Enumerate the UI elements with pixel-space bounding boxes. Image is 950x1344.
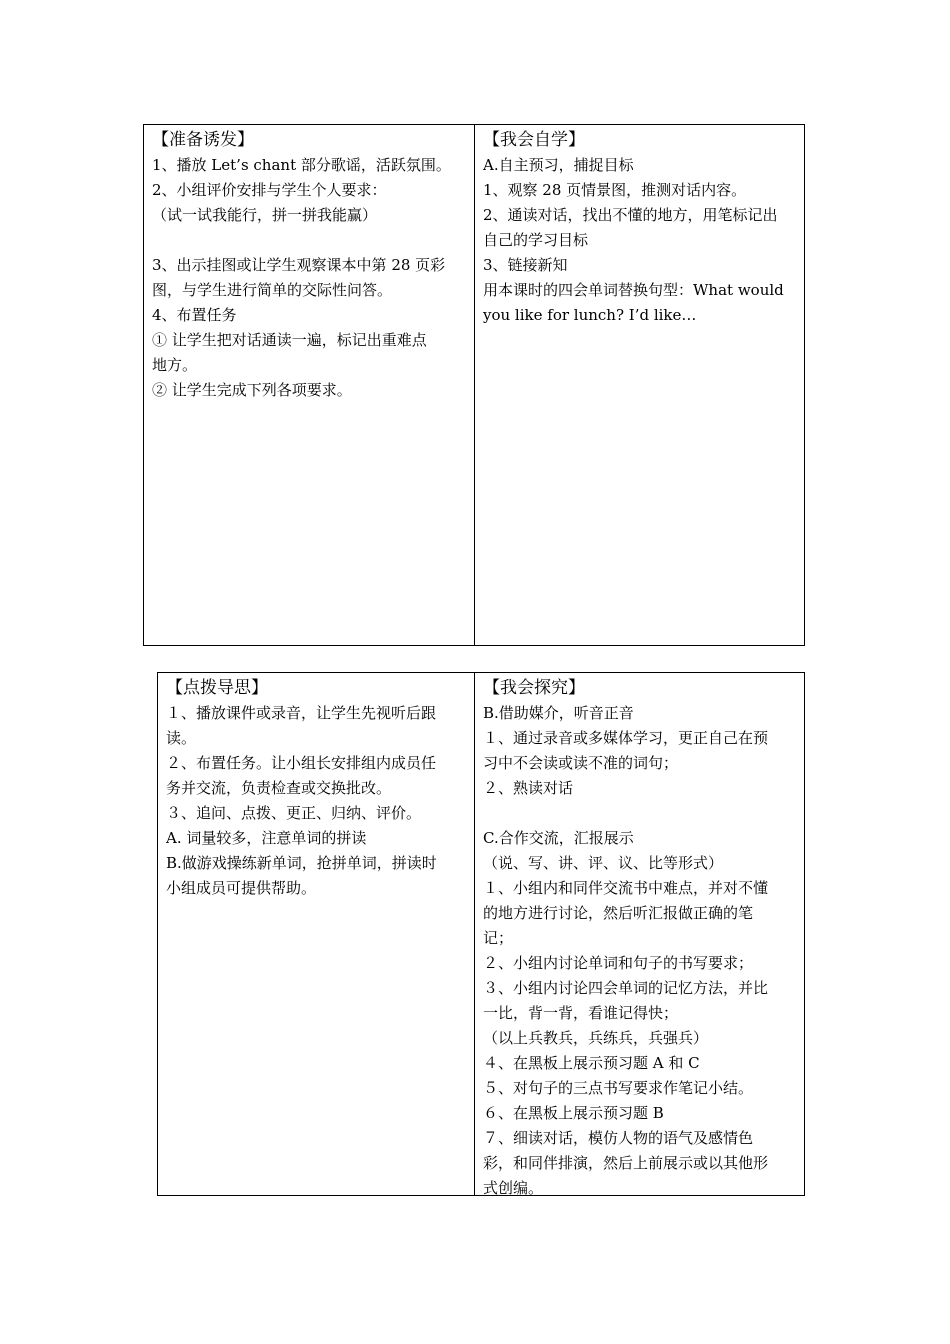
text-line: ２、熟读对话 [483, 779, 574, 797]
text-line: you like for lunch? I’d like… [483, 306, 697, 324]
section-title: 【我会探究】 [483, 678, 586, 698]
cell-guidance [158, 673, 474, 1195]
text-line: 记； [483, 929, 514, 947]
text-line: １、播放课件或录音，让学生先视听后跟 [166, 704, 437, 722]
text-line: 务并交流，负责检查或交换批改。 [166, 779, 392, 797]
text-line: 1、观察 28 页情景图，推测对话内容。 [483, 181, 747, 199]
section-title: 【我会自学】 [483, 130, 585, 150]
text-line [152, 228, 467, 253]
text-line: C.合作交流，汇报展示 [483, 829, 634, 847]
text-line: １、小组内和同伴交流书中难点，并对不懂 [483, 879, 769, 897]
text-line: （说、写、讲、评、议、比等形式） [483, 854, 724, 872]
cell-self-study [474, 125, 804, 645]
cell-preparation [144, 125, 474, 645]
text-line: 2、小组评价安排与学生个人要求： [152, 181, 387, 199]
text-line: A.自主预习，捕捉目标 [483, 156, 634, 174]
text-line: B.做游戏操练新单词，抢拼单词，拼读时 [166, 854, 437, 872]
text-line: 2、通读对话，找出不懂的地方，用笔标记出 [483, 206, 778, 224]
text-line: 地方。 [152, 356, 198, 374]
text-line: ７、细读对话，模仿人物的语气及感情色 [483, 1129, 754, 1147]
text-line: A. 词量较多，注意单词的拼读 [166, 829, 367, 847]
text-line: 读。 [166, 729, 197, 747]
text-line: 用本课时的四会单词替换句型：What would [483, 281, 784, 299]
text-line: ３、追问、点拨、更正、归纳、评价。 [166, 804, 422, 822]
text-line: ６、在黑板上展示预习题 B [483, 1104, 664, 1122]
text-line: 式创编。 [483, 1179, 544, 1197]
text-line: 3、链接新知 [483, 256, 568, 274]
text-line: １、通过录音或多媒体学习，更正自己在预 [483, 729, 769, 747]
text-line: 图，与学生进行简单的交际性问答。 [152, 281, 393, 299]
text-line: ５、对句子的三点书写要求作笔记小结。 [483, 1079, 754, 1097]
text-line: 小组成员可提供帮助。 [166, 879, 317, 897]
text-line: 3、出示挂图或让学生观察课本中第 28 页彩 [152, 256, 446, 274]
text-line: 彩，和同伴排演，然后上前展示或以其他形 [483, 1154, 769, 1172]
text-line: ② 让学生完成下列各项要求。 [152, 381, 352, 399]
text-line: ２、小组内讨论单词和句子的书写要求； [483, 954, 754, 972]
lesson-table-1 [143, 124, 805, 646]
section-title: 【准备诱发】 [152, 130, 254, 150]
text-line [483, 801, 797, 826]
text-line: 的地方进行讨论，然后听汇报做正确的笔 [483, 904, 754, 922]
lesson-table-2 [157, 672, 805, 1196]
section-title: 【点拨导思】 [166, 678, 268, 698]
text-line: 自己的学习目标 [483, 231, 589, 249]
text-line: 一比，背一背，看谁记得快； [483, 1004, 679, 1022]
text-line: 习中不会读或读不准的词句； [483, 754, 679, 772]
text-line: 4、布置任务 [152, 306, 237, 324]
text-line: 1、播放 Let’s chant 部分歌谣，活跃氛围。 [152, 156, 451, 174]
cell-exploration [474, 673, 804, 1195]
text-line: ３、小组内讨论四会单词的记忆方法，并比 [483, 979, 769, 997]
text-line: （以上兵教兵，兵练兵，兵强兵） [483, 1029, 709, 1047]
text-line: ４、在黑板上展示预习题 A 和 C [483, 1054, 700, 1072]
text-line: B.借助媒介，听音正音 [483, 704, 634, 722]
text-line: ２、布置任务。让小组长安排组内成员任 [166, 754, 437, 772]
text-line: （试一试我能行，拼一拼我能赢） [152, 206, 378, 224]
text-line: ① 让学生把对话通读一遍，标记出重难点 [152, 331, 427, 349]
